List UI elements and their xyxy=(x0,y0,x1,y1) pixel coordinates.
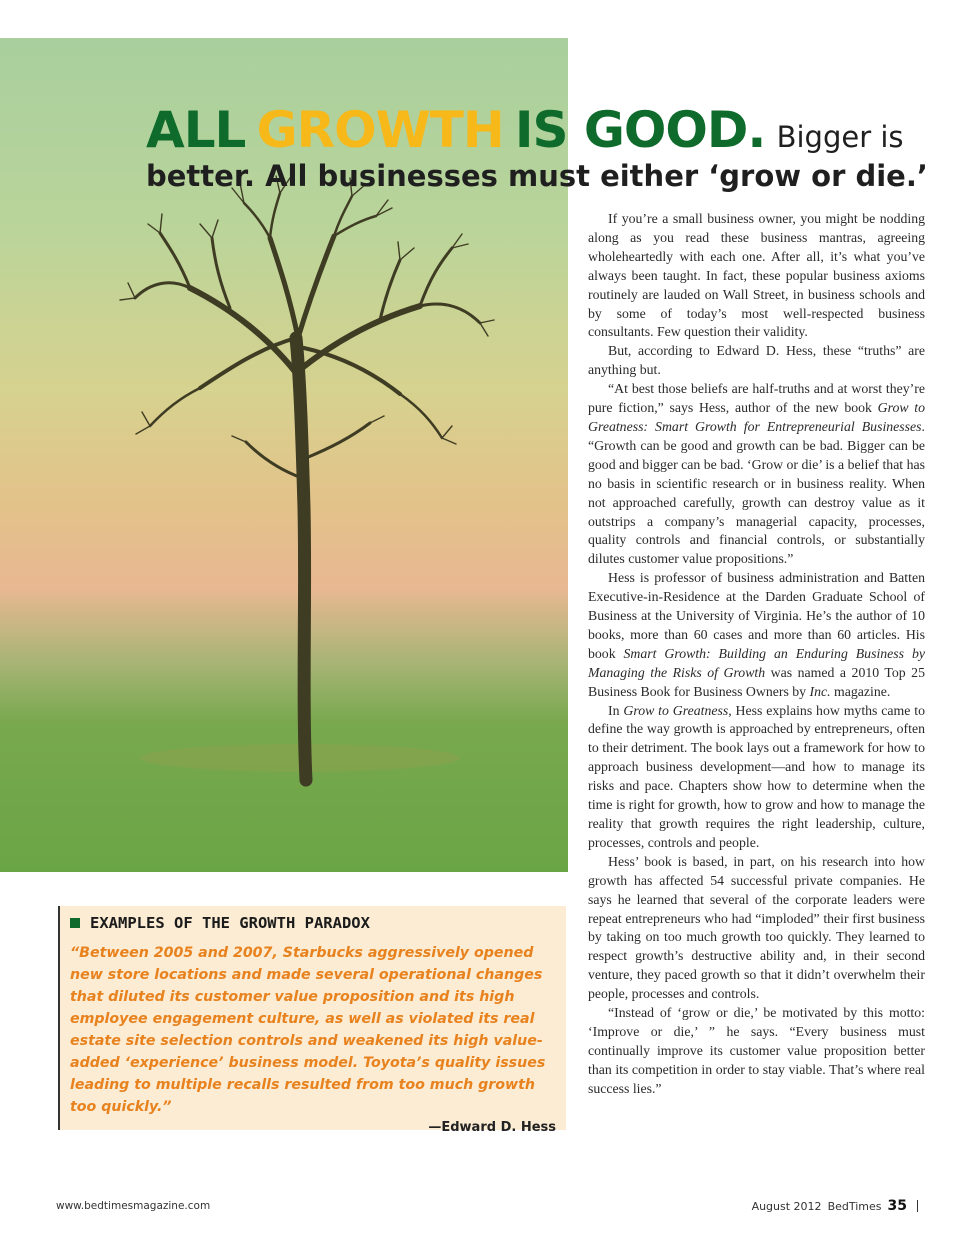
sidebar-attribution: —Edward D. Hess xyxy=(428,1120,556,1135)
article-text: Hess’ book is based, in part, on his research into how growth has affected 54 successful private companies. He says he learned that several of the corporate leaders were repeat entrepreneurs who had “imploded” their first business by taking on too much growth too quickly. They learned to respect growth’s destructive ability and, in their second venture, they paced growth so that it didn’t overwhelm their people, processes and controls. xyxy=(588,853,925,1002)
headline-line-1 xyxy=(146,101,904,159)
article-italic-text: Grow to Greatness: Smart Growth for Entrepreneurial Businesses xyxy=(588,400,925,434)
headline-rest-line-1: Bigger is xyxy=(776,120,904,154)
headline-line-2: better. All businesses must either ‘grow or die.’ xyxy=(146,158,928,193)
article-text: “Instead of ‘grow or die,’ be motivated by this motto: ‘Improve or die,’ ” he says. “Every business must continually improve its customer value proposition better than its competition in order to stay viable. That’s where real success lies.” xyxy=(588,1005,925,1096)
article-text: If you’re a small business owner, you might be nodding along as you read these business mantras, agreeing wholeheartedly with each one. After all, it’s what you’ve always been taught. In fact, these popular business axioms routinely are lauded on Wall Street, in business schools and by some of today’s most well-respected business consultants. Few question their validity. xyxy=(588,211,925,340)
article-text: “At best those beliefs are half-truths and at worst they’re pure fiction,” says Hess, author of the new book xyxy=(588,381,925,416)
square-bullet-icon xyxy=(70,918,80,928)
article-paragraph xyxy=(588,702,925,853)
growth-paradox-sidebar xyxy=(58,906,566,1135)
footer-website-url: www.bedtimesmagazine.com xyxy=(56,1200,211,1212)
article-text: But, according to Edward D. Hess, these “truths” are anything but. xyxy=(588,343,925,378)
sidebar-heading xyxy=(70,914,556,932)
article-paragraph xyxy=(588,342,925,380)
page-number: 35 xyxy=(887,1198,907,1214)
article-paragraph xyxy=(588,1004,925,1099)
tree-shape xyxy=(120,176,494,780)
article-paragraph xyxy=(588,380,925,569)
article-paragraph xyxy=(588,210,925,342)
article-text: magazine. xyxy=(830,683,891,699)
headline-word-all: ALL xyxy=(146,101,246,159)
headline-word-is-good: IS GOOD. xyxy=(514,101,766,159)
article-italic-text: Smart Growth: Building an Enduring Business by Managing the Risks of Growth xyxy=(588,645,925,680)
article-text: Hess is professor of business administration and Batten Executive-in-Residence at the Darden Graduate School of Business at the University of Virginia. He’s the author of 10 books, more than 60 cases and more than 60 articles. His book xyxy=(588,570,925,661)
sidebar-quote: “Between 2005 and 2007, Starbucks aggressively opened new store locations and made several operational changes that diluted its customer value proposition and its high employee engagement culture, as well as violated its real estate site selection controls and weakened its high value-added ‘experience’ business model. Toyota’s quality issues leading to multiple recalls resulted from too much growth too quickly.” xyxy=(70,945,546,1115)
footer-divider xyxy=(917,1200,918,1212)
article-paragraph xyxy=(588,853,925,1004)
footer-magazine-name: BedTimes xyxy=(827,1199,882,1213)
article-text: In xyxy=(608,702,624,718)
sidebar-heading-text: EXAMPLES OF THE GROWTH PARADOX xyxy=(90,914,370,932)
article-italic-text: Grow to Greatness xyxy=(623,702,729,718)
footer-issue-info xyxy=(752,1198,918,1214)
article-body xyxy=(588,210,925,1099)
article-text: , Hess explains how myths came to define the way growth is approached by entrepreneurs, often to their detriment. The book lays out a framework for how to approach business development—and how to manage its risks and pace. Chapters show how to determine when the time is right for growth, how to grow and how to manage the reality that growth requires the right leadership, culture, processes, controls and people. xyxy=(588,702,925,850)
article-text: was named a 2010 Top 25 Business Book for Business Owners by xyxy=(588,664,925,699)
headline xyxy=(146,101,936,193)
footer-issue-date: August 2012 xyxy=(751,1199,822,1213)
article-italic-text: Inc. xyxy=(809,683,831,699)
article-text: . “Growth can be good and growth can be bad. Bigger can be good and bigger can be bad. ‘Grow or die’ is a belief that has no basis in scientific research or in business reality. When not approached carefully, growth can destroy value as it outstrips a company’s managerial capacity, processes, quality controls and financial controls, or substantially dilutes customer value propositions.” xyxy=(588,418,925,567)
article-paragraph xyxy=(588,569,925,701)
headline-word-growth: GROWTH xyxy=(256,101,504,159)
